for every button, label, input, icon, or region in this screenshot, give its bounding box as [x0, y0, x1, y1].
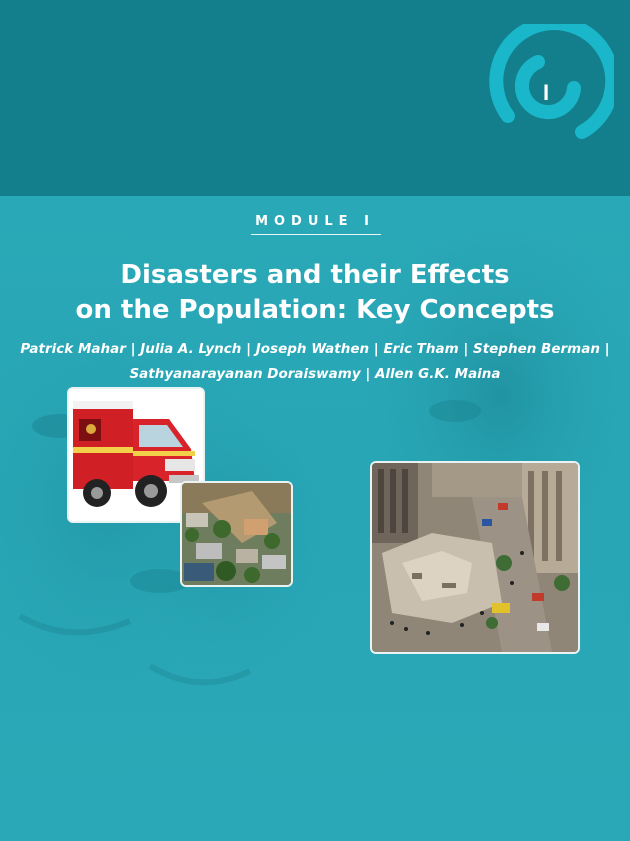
title-line-1: Disasters and their Effects: [120, 260, 510, 290]
landslide-houses-photo: [180, 481, 293, 587]
logo-numeral: I: [542, 80, 550, 105]
collapsed-building-photo: [370, 461, 580, 654]
author-list: [10, 337, 620, 387]
authors-line-1: Patrick Mahar | Julia A. Lynch | Joseph Wathen | Eric Tham | Stephen Berman |: [20, 341, 610, 357]
title-line-2: on the Population: Key Concepts: [75, 295, 555, 325]
module-ring-icon: [478, 24, 614, 148]
page-title: [0, 258, 630, 328]
module-underline: [251, 234, 381, 235]
module-label: MODULE I: [255, 214, 375, 229]
authors-line-2: Sathyanarayanan Doraiswamy | Allen G.K. Maina: [129, 366, 501, 382]
